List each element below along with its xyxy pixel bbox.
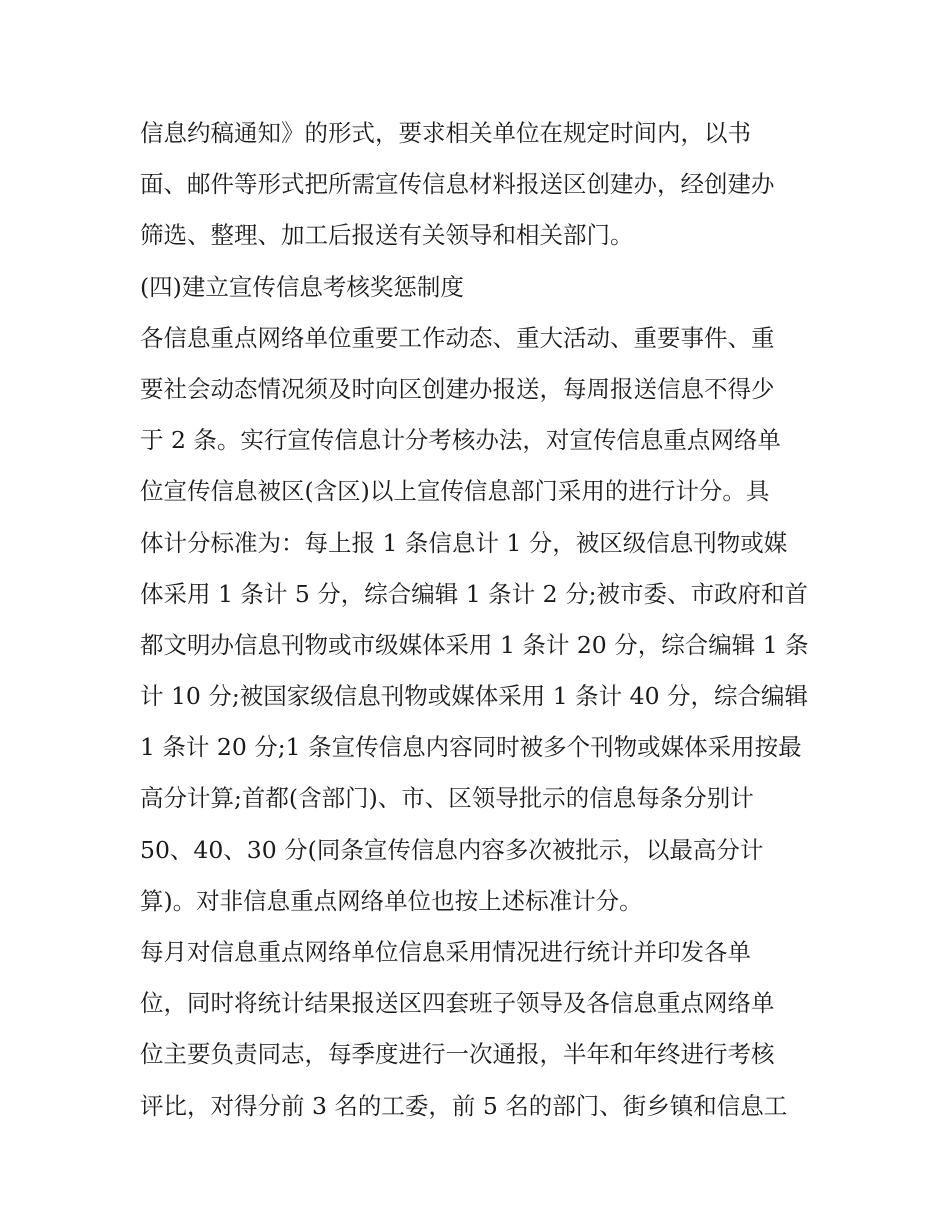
text-line: 计 10 分;被国家级信息刊物或媒体采用 1 条计 40 分，综合编辑: [140, 682, 808, 711]
text-line: 信息约稿通知》的形式，要求相关单位在规定时间内，以书: [140, 119, 751, 147]
text-line: 位，同时将统计结果报送区四套班子领导及各信息重点网络单: [140, 989, 775, 1018]
document-body: [140, 108, 820, 1132]
text-line: 算)。对非信息重点网络单位也按上述标准计分。: [140, 886, 643, 915]
text-line: 筛选、整理、加工后报送有关领导和相关部门。: [140, 221, 634, 250]
text-line: 体计分标准为：每上报 1 条信息计 1 分，被区级信息刊物或媒: [140, 528, 788, 557]
text-line: 位主要负责同志，每季度进行一次通报，半年和年终进行考核: [140, 1040, 775, 1069]
text-line: 高分计算;首都(含部门)、市、区领导批示的信息每条分别计: [140, 784, 754, 813]
text-line: 于 2 条。实行宣传信息计分考核办法，对宣传信息重点网络单: [140, 426, 781, 455]
text-line: 评比，对得分前 3 名的工委，前 5 名的部门、街乡镇和信息工: [140, 1091, 788, 1120]
text-line: 1 条计 20 分;1 条宣传信息内容同时被多个刊物或媒体采用按最: [140, 733, 802, 762]
text-line: 要社会动态情况须及时向区创建办报送，每周报送信息不得少: [140, 374, 775, 403]
text-line: 每月对信息重点网络单位信息采用情况进行统计并印发各单: [140, 938, 751, 966]
text-line: 体采用 1 条计 5 分，综合编辑 1 条计 2 分;被市委、市政府和首: [140, 579, 808, 608]
section-heading: (四)建立宣传信息考核奖惩制度: [140, 272, 464, 301]
text-line: 面、邮件等形式把所需宣传信息材料报送区创建办，经创建办: [140, 170, 775, 199]
text-line: 位宣传信息被区(含区)以上宣传信息部门采用的进行计分。具: [140, 477, 770, 506]
text-line: 都文明办信息刊物或市级媒体采用 1 条计 20 分，综合编辑 1 条: [140, 630, 809, 659]
text-line: 50、40、30 分(同条宣传信息内容多次被批示，以最高分计: [140, 835, 764, 864]
text-line: 各信息重点网络单位重要工作动态、重大活动、重要事件、重: [140, 323, 775, 352]
